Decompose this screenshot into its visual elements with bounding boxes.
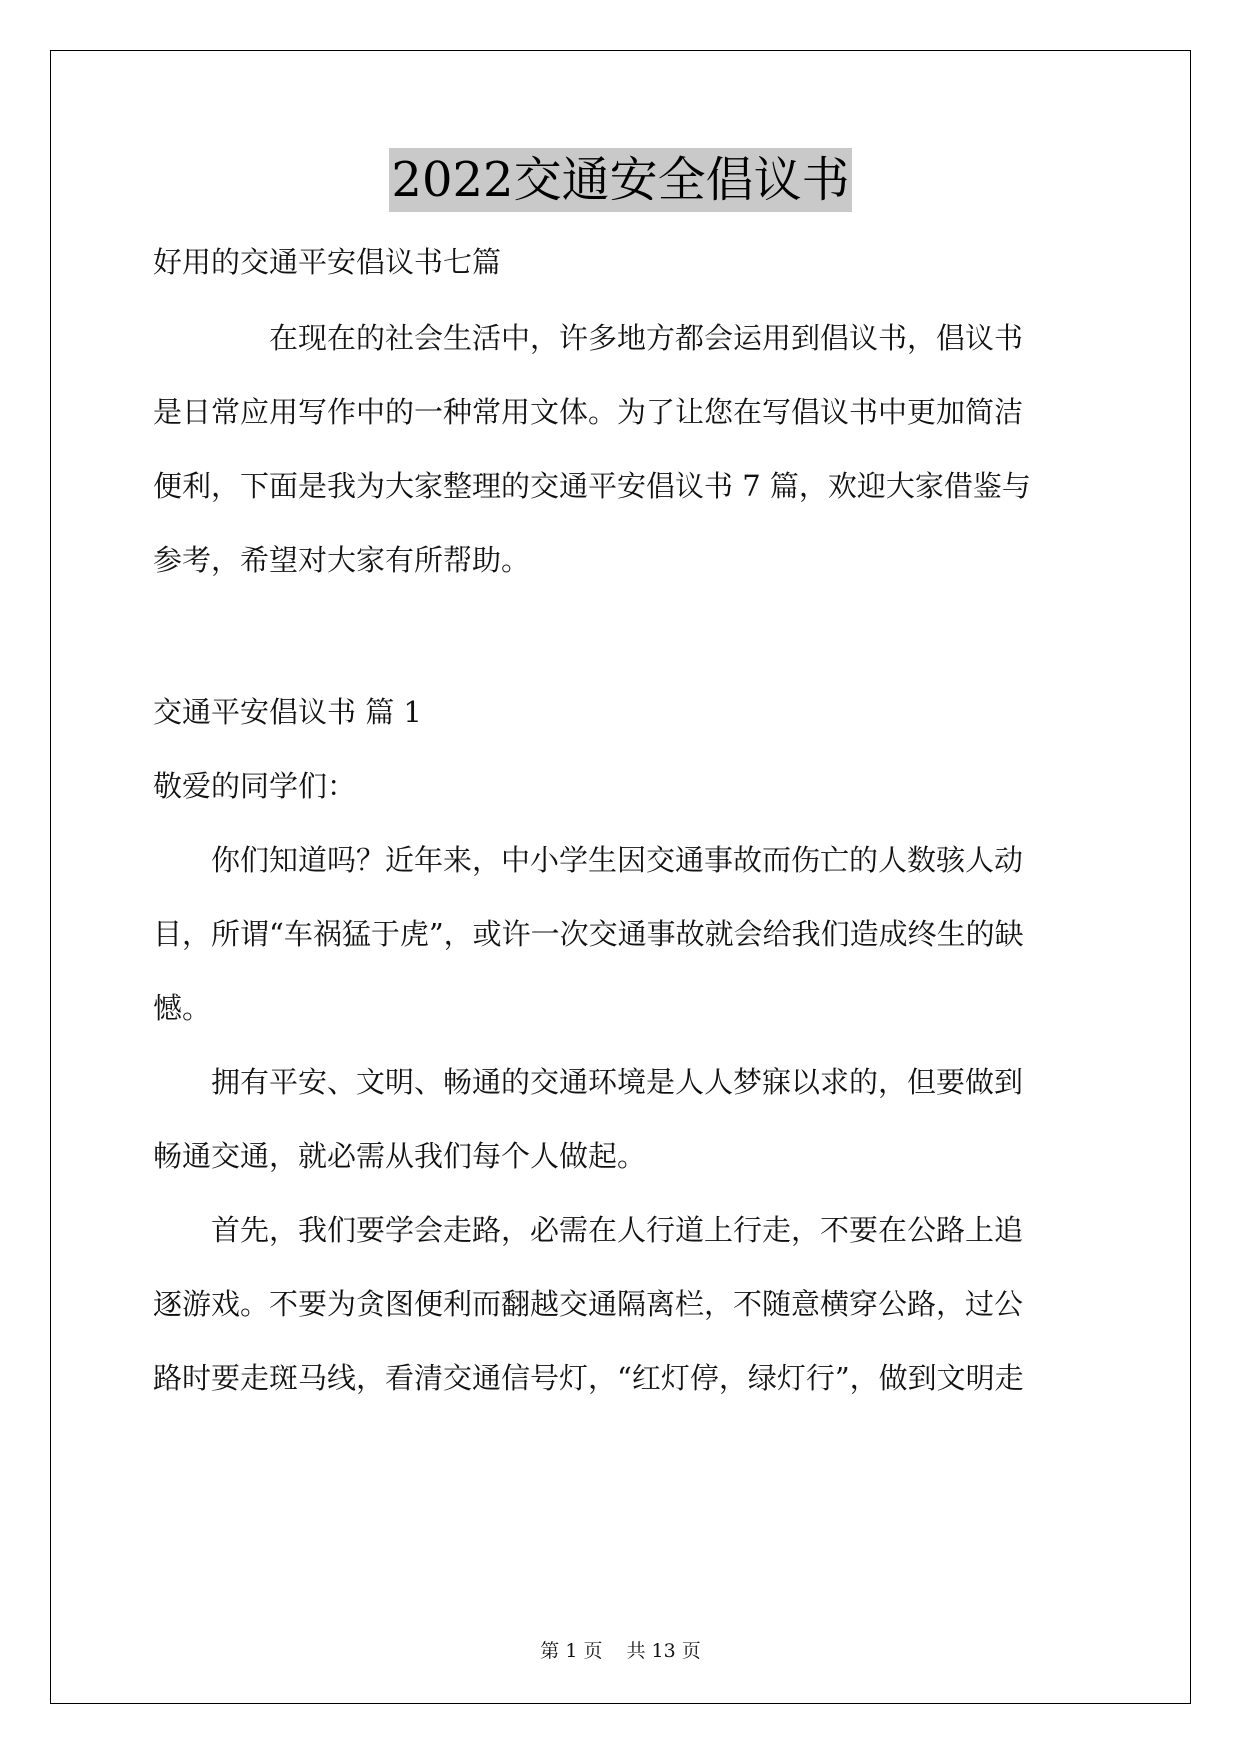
document-title: 2022交通安全倡议书 xyxy=(389,148,851,212)
section-heading: 交通平安倡议书 篇 1 xyxy=(153,695,422,729)
intro-line-2: 是日常应用写作中的一种常用文体。为了让您在写倡议书中更加简洁 xyxy=(153,395,1024,429)
intro-line-4: 参考，希望对大家有所帮助。 xyxy=(153,543,531,577)
title-container xyxy=(0,148,1241,212)
page-footer xyxy=(0,1636,1241,1663)
subtitle: 好用的交通平安倡议书七篇 xyxy=(153,245,502,279)
para2-line-2: 畅通交通，就必需从我们每个人做起。 xyxy=(153,1139,647,1173)
para1-line-3: 憾。 xyxy=(153,991,212,1025)
para1-line-2: 目，所谓“车祸猛于虎”，或许一次交通事故就会给我们造成终生的缺 xyxy=(153,917,1024,951)
para1-line-1: 你们知道吗？近年来，中小学生因交通事故而伤亡的人数骇人动 xyxy=(211,843,1024,877)
para3-line-1: 首先，我们要学会走路，必需在人行道上行走，不要在公路上追 xyxy=(211,1213,1024,1247)
para3-line-2: 逐游戏。不要为贪图便利而翻越交通隔离栏，不随意横穿公路，过公 xyxy=(153,1287,1024,1321)
page-total: 共 13 页 xyxy=(626,1640,701,1662)
para2-line-1: 拥有平安、文明、畅通的交通环境是人人梦寐以求的，但要做到 xyxy=(211,1065,1024,1099)
para3-line-3: 路时要走斑马线，看清交通信号灯，“红灯停，绿灯行”，做到文明走 xyxy=(153,1361,1024,1395)
intro-line-1: 在现在的社会生活中，许多地方都会运用到倡议书，倡议书 xyxy=(269,321,1024,355)
salutation: 敬爱的同学们： xyxy=(153,769,357,803)
intro-line-3: 便利，下面是我为大家整理的交通平安倡议书 7 篇，欢迎大家借鉴与 xyxy=(153,469,1031,503)
page-number: 第 1 页 xyxy=(540,1640,603,1662)
